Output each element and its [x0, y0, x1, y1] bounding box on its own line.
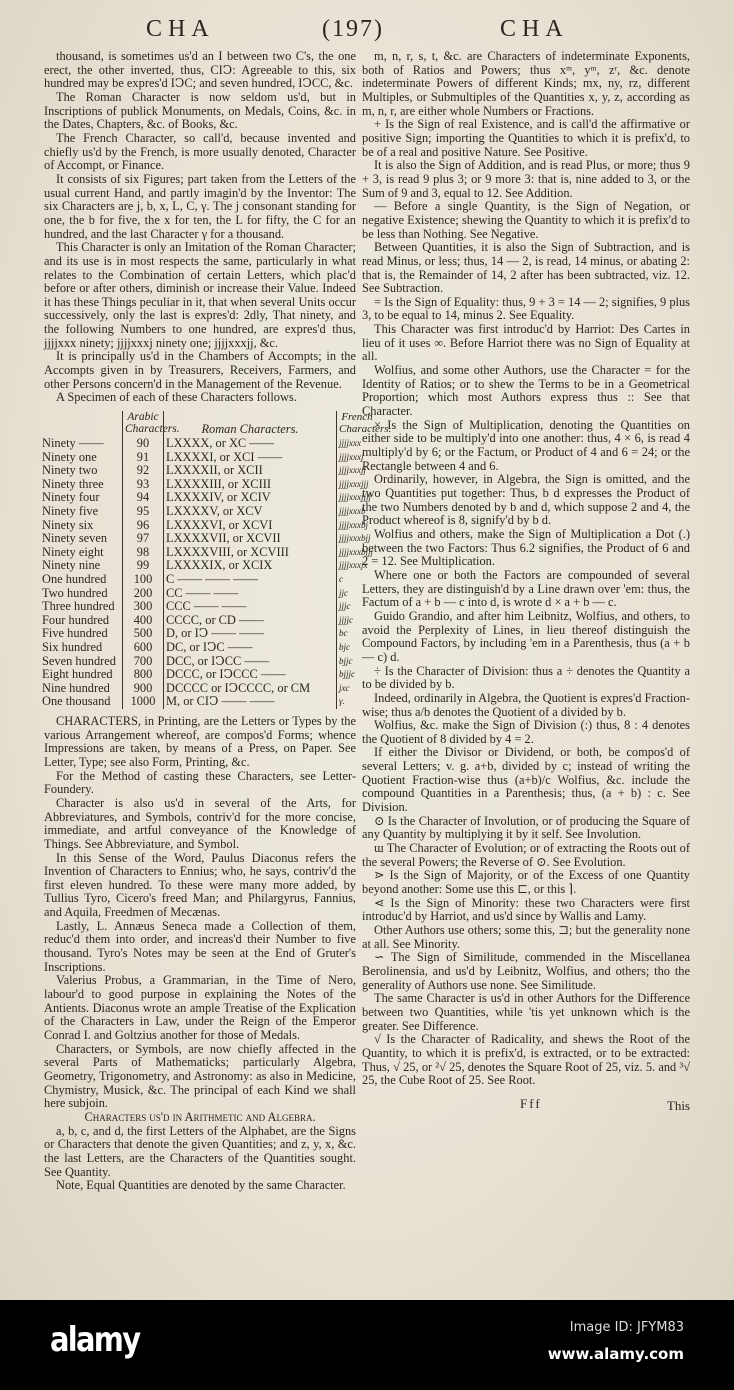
arabic-numeral: 95	[123, 505, 164, 519]
table-row	[40, 505, 377, 519]
running-head-left: CHA	[146, 16, 215, 42]
arabic-numeral: 96	[123, 519, 164, 533]
paragraph: ⋖ Is the Sign of Minority: these two Characters were first introduc'd by Harriot, and us'd since by Wallis and Lamy.	[362, 895, 690, 924]
roman-numeral: LXXXXVI, or XCVI	[164, 519, 337, 533]
paragraph: Other Authors use others; some this, ⊐; but the generality none at all. See Minority.	[362, 923, 690, 951]
table-row	[40, 519, 377, 533]
english-name: Nine hundred	[42, 681, 110, 695]
paragraph: The same Character is us'd in other Authors for the Difference between two Quantities, while 'tis yet unknown which is the greater. See Difference.	[362, 991, 690, 1033]
arabic-numeral: 300	[123, 600, 164, 614]
paragraph: = Is the Sign of Equality: thus, 9 + 3 = 14 — 2; signifies, 9 plus 3, to be equal to 14, minus 2. See Equality.	[362, 294, 690, 323]
table-row	[40, 546, 377, 560]
french-numeral: bjjjc	[337, 668, 378, 682]
table-row	[40, 559, 377, 573]
french-numeral: jjjjxxxjjj	[337, 478, 378, 492]
right-column	[362, 50, 690, 1088]
french-numeral: jjjjc	[337, 614, 378, 628]
paragraph: ∽ The Sign of Similitude, commended in the Miscellanea Berolinensia, and us'd by Leibnitz, Wolfius, and others; tho the generality of Authors use none. See Similitude.	[362, 950, 690, 992]
english-name: Ninety three	[42, 477, 104, 491]
paragraph: Wolfius, and some other Authors, use the Character = for the Identity of Ratios; or to shew the Terms to be in a Geometrical Proportion; which most Authors express thus :: See that Character.	[362, 363, 690, 419]
roman-numeral: CC —— ——	[164, 587, 337, 601]
paragraph: thousand, is sometimes us'd an I between two C's, the one erect, the other inverted, thus, CIↃ: Agreeable to this, six hundred may be expres'd IↃC; and seven hundred, IↃCC, &c.	[44, 49, 356, 91]
roman-numeral: LXXXXIII, or XCIII	[164, 478, 337, 492]
arabic-numeral: 100	[123, 573, 164, 587]
roman-numeral: LXXXXVII, or XCVII	[164, 532, 337, 546]
english-name: Two hundred	[42, 586, 108, 600]
table-row	[40, 491, 377, 505]
left-bottom-paragraphs	[44, 715, 356, 1111]
left-column-top	[44, 50, 356, 405]
arabic-numeral: 92	[123, 464, 164, 478]
paragraph: ÷ Is the Character of Division: thus a ÷ denotes the Quantity a to be divided by b.	[362, 663, 690, 692]
paragraph: This Character is only an Imitation of the Roman Character; and its use is in most respects the same, particularly in what relates to the Combination of certain Letters, which plac'd before or after others, diminish or increase their Value. Indeed it has these Things peculiar in it, that when several Units occur successively, only the last is expres'd: 2dly, That ninety, and the following Numbers to one hundred, are expres'd thus, jjjjxxx ninety; jjjjxxxj ninety one; jjjjxxxjj, &c.	[44, 240, 356, 350]
paragraph: Indeed, ordinarily in Algebra, the Quotient is expres'd Fraction-wise; thus a/b denotes the Quotient of a divided by b.	[362, 690, 690, 719]
french-numeral: jxc	[337, 682, 378, 696]
roman-numeral: DCCC, or IↃCCC ——	[164, 668, 337, 682]
running-head-right: CHA	[500, 16, 569, 42]
paragraph: It is principally us'd in the Chambers of Accompts; in the Accompts given in by Treasurers, Receivers, Farmers, and other Persons concern'd in the Management of the Revenue.	[44, 349, 356, 391]
paragraph: — Before a single Quantity, is the Sign of Negation, or negative Existence; shewing the Quantity to which it is prefix'd to be less than Nothing. See Negative.	[362, 199, 690, 241]
english-name: Three hundred	[42, 600, 115, 614]
paragraph: This Character was first introduc'd by Harriot: Des Cartes in lieu of it uses ∞. Before Harriot there was no Sign of Equality at all.	[362, 322, 690, 364]
table-row	[40, 627, 377, 641]
watermark-band	[0, 1300, 734, 1390]
table-header-french: French Characters.	[337, 411, 378, 437]
table-row	[40, 587, 377, 601]
french-numeral: bc	[337, 627, 378, 641]
french-numeral: γ.	[337, 695, 378, 709]
english-name: One hundred	[42, 573, 107, 586]
paragraph: CHARACTERS, in Printing, are the Letters or Types by the various Arrangement whereof, are compos'd Forms; whence Impressions are taken, by means of a Press, on Paper. See Letter, Type; see also Form, Printing, &c.	[44, 713, 356, 769]
arabic-numeral: 400	[123, 614, 164, 628]
section-heading: Characters us'd in Arithmetic and Algebra.	[84, 1109, 316, 1124]
table-row	[40, 695, 377, 709]
paragraph: Characters, or Symbols, are now chiefly affected in the several Parts of Mathematicks; particularly Algebra, Geometry, Trigonometry, and Astronomy: as also in Medicine, Chymistry, Musick, &c. The principal of each Kind we shall here subjoin.	[44, 1041, 356, 1111]
roman-numeral: LXXXXVIII, or XCVIII	[164, 546, 337, 560]
arabic-numeral: 98	[123, 546, 164, 560]
paragraph: The Roman Character is now seldom us'd, but in Inscriptions of publick Monuments, on Medals, Coins, &c. in the Dates, Chapters, &c. of Books, &c.	[44, 89, 356, 132]
english-name: Ninety four	[42, 491, 100, 505]
roman-numeral: LXXXXI, or XCI ——	[164, 451, 337, 465]
table-row	[40, 641, 377, 655]
arabic-numeral: 500	[123, 627, 164, 641]
left-bottom-after-paragraphs	[44, 1125, 356, 1193]
paragraph: ɯ The Character of Evolution; or of extracting the Roots out of the several Powers; the Reverse of ⊙. See Evolution.	[362, 841, 690, 869]
roman-numeral: D, or IↃ —— ——	[164, 627, 337, 641]
paragraph: ⊙ Is the Character of Involution, or of producing the Square of any Quantity by multiplying it by it self. See Involution.	[362, 813, 690, 842]
paragraph: + Is the Sign of real Existence, and is call'd the affirmative or positive Sign; importing the Quantities to which it is prefix'd, to be of a real and positive Nature. See Positive.	[362, 117, 690, 159]
english-name: Four hundred	[42, 613, 110, 627]
alamy-logo: alamy	[50, 1320, 140, 1360]
table-header-arabic: Arabic Characters.	[123, 411, 164, 437]
roman-numeral: DCC, or IↃCC ——	[164, 655, 337, 669]
french-numeral: jjjjxxxbj	[337, 519, 378, 533]
table-row	[40, 573, 377, 587]
english-name: Six hundred	[42, 640, 103, 654]
roman-numeral: LXXXXII, or XCII	[164, 464, 337, 478]
french-numeral: jjjjxxxjjjj	[337, 491, 378, 505]
table-row	[40, 682, 377, 696]
french-numeral: jjjjxxxj	[337, 451, 378, 465]
arabic-numeral: 99	[123, 559, 164, 573]
arabic-numeral: 700	[123, 655, 164, 669]
french-numeral: jjjjxxxb	[337, 505, 378, 519]
page-foot	[362, 1096, 690, 1114]
roman-numeral: M, or CIↃ —— ——	[164, 695, 337, 709]
paragraph: Where one or both the Factors are compounded of several Letters, they are distinguish'd by a Line drawn over 'em: thus, the Factum of a + b — c into d, is wrote d × a + b — c.	[362, 567, 690, 610]
paragraph: It consists of six Figures; part taken from the Letters of the usual current Hand, and partly imagin'd by the Inventor: The six Characters are j, b, x, L, C, γ. The j consonant standing for one, the b for five, the x for ten, the L for fifty, the C for an hundred, and the last Character γ for a thousand.	[44, 171, 356, 241]
image-id: Image ID: JFYM83	[569, 1320, 684, 1335]
french-numeral: jjjjxxxbjjj	[337, 546, 378, 560]
paragraph: Note, Equal Quantities are denoted by the same Character.	[56, 1178, 346, 1193]
right-column-wrap	[362, 50, 690, 1114]
table-header-english	[40, 411, 123, 437]
table-row	[40, 600, 377, 614]
roman-numeral: CCC —— ——	[164, 600, 337, 614]
french-numeral: jjjjxxxjx	[337, 559, 378, 573]
signature-mark: Fff	[520, 1095, 542, 1111]
roman-numeral: CCCC, or CD ——	[164, 614, 337, 628]
paragraph: The French Character, so call'd, because invented and chiefly us'd by the French, is more usually denoted, Character of Accompt, or Finance.	[44, 130, 356, 173]
paragraph: A Specimen of each of these Characters follows.	[56, 390, 297, 405]
english-name: Ninety five	[42, 505, 99, 519]
paragraph: Between Quantities, it is also the Sign of Subtraction, and is read Minus, or less; thus, 14 — 2, is read, 14 minus, or abating 2: that is, the Remainder of 14, 2 after has been subtracted, viz. 12. See Subtraction.	[362, 240, 690, 296]
arabic-numeral: 97	[123, 532, 164, 546]
specimen-table	[40, 411, 392, 709]
table-row	[40, 478, 377, 492]
arabic-numeral: 94	[123, 491, 164, 505]
english-name: Seven hundred	[42, 654, 116, 668]
roman-numeral: LXXXXIX, or XCIX	[164, 559, 337, 573]
paragraph: m, n, r, s, t, &c. are Characters of indeterminate Exponents, both of Ratios and Powers; thus xᵐ, yᵐ, zʳ, &c. denote indeterminate Powers of different Kinds; mx, ny, rz, different Multiples, or Submultiples of the Quantities x, y, z, according as m, n, r, are either whole Numbers or Fractions.	[362, 49, 690, 118]
french-numeral: c	[337, 573, 378, 587]
table-row	[40, 655, 377, 669]
french-numeral: jjjc	[337, 600, 378, 614]
arabic-numeral: 1000	[123, 695, 164, 709]
french-numeral: jjc	[337, 587, 378, 601]
left-column-bottom	[44, 715, 356, 1193]
english-name: One thousand	[42, 695, 111, 709]
french-numeral: bjc	[337, 641, 378, 655]
roman-numeral: DC, or IↃC ——	[164, 641, 337, 655]
paragraph: Wolfius and others, make the Sign of Multiplication a Dot (.) between the two Factors: Thus 6.2 signifies, the Product of 6 and 2 = 12. See Multiplication.	[362, 526, 690, 569]
paragraph: Character is also us'd in several of the Arts, for Abbreviatures, and Symbols, contriv'd for the more concise, immediate, and artful conveyance of the Knowledge of Things. See Abbreviature, and Symbol.	[44, 795, 356, 851]
english-name: Ninety eight	[42, 545, 104, 559]
table-row	[40, 437, 377, 451]
table-row	[40, 532, 377, 546]
paragraph: √ Is the Character of Radicality, and shews the Root of the Quantity, to which it is prefix'd, is extracted, or to be extracted: Thus, √ 25, or ²√ 25, denotes the Square Root of 25, viz. 5. and ³√ 25, the Cube Root of 25. See Root.	[362, 1032, 690, 1088]
english-name: Eight hundred	[42, 668, 113, 682]
english-name: Ninety nine	[42, 559, 101, 573]
arabic-numeral: 900	[123, 682, 164, 696]
english-name: Five hundred	[42, 627, 108, 641]
catchword: This	[666, 1097, 690, 1113]
paragraph: Ordinarily, however, in Algebra, the Sign is omitted, and the two Quantities put together: Thus, b d expresses the Product of the two Numbers denoted by b and d, which suppose 2 and 4, the Product whereof is 8, signify'd by b d.	[362, 472, 690, 528]
paragraph: ⋗ Is the Sign of Majority, or of the Excess of one Quantity beyond another: Some use this ⊏, or this ⌉.	[362, 868, 690, 897]
roman-numeral: DCCCC or IↃCCCC, or CM	[164, 682, 337, 696]
paragraph: If either the Divisor or Dividend, or both, be compos'd of several Letters; v. g. a+b, divided by c; instead of writing the Quotient Fraction-wise thus (a+b)/c Wolfius, &c. include the compound Quantities in a Parenthesis; thus, (a + b) : c. See Division.	[362, 745, 690, 815]
arabic-numeral: 800	[123, 668, 164, 682]
arabic-numeral: 200	[123, 587, 164, 601]
paragraph: Lastly, L. Annæus Seneca made a Collection of them, reduc'd them into order, and increas'd their Number to five thousand. Tyro's Notes may be seen at the End of Gruter's Inscriptions.	[44, 918, 356, 974]
english-name: Ninety two	[42, 464, 98, 478]
roman-numeral: LXXXXV, or XCV	[164, 505, 337, 519]
arabic-numeral: 600	[123, 641, 164, 655]
english-name: Ninety six	[42, 518, 94, 532]
table-row	[40, 464, 377, 478]
english-name: Ninety one	[42, 450, 97, 464]
roman-numeral: LXXXX, or XC ——	[164, 437, 337, 451]
paragraph: × Is the Sign of Multiplication, denoting the Quantities on either side to be multiply'd into one another: thus, 4 × 6, is read 4 multiply'd by 6; or the Factum, or Product of 4 and 6 = 24; or the Rectangle between 4 and 6.	[362, 417, 690, 473]
paragraph: Wolfius, &c. make the Sign of Division (:) thus, 8 : 4 denotes the Quotient of 8 divided by 4 = 2.	[362, 718, 690, 746]
roman-numeral: C —— —— ——	[164, 573, 337, 587]
watermark-url: www.alamy.com	[547, 1345, 684, 1363]
table-row	[40, 614, 377, 628]
table-header-roman: Roman Characters.	[164, 411, 337, 437]
paragraph: a, b, c, and d, the first Letters of the Alphabet, are the Signs or Characters that denote the given Quantities; and z, y, x, &c. the last Letters, are the Characters of the Quantities sought. See Quantity.	[44, 1123, 356, 1179]
french-numeral: jjjjxxxbjj	[337, 532, 378, 546]
page-number: (197)	[322, 16, 384, 42]
arabic-numeral: 90	[123, 437, 164, 451]
paragraph: For the Method of casting these Characters, see Letter-Foundery.	[44, 768, 356, 797]
roman-numeral: LXXXXIV, or XCIV	[164, 491, 337, 505]
french-numeral: jjjjxxxjj	[337, 464, 378, 478]
paragraph: In this Sense of the Word, Paulus Diaconus refers the Invention of Characters to Ennius; who, he says, contriv'd the first eleven hundred. To these were many more added, by Tullius Tyro, Cicero's freed Man; and Philargyrus, Fannius, and Aquila, Freedmen of Mecænas.	[44, 850, 356, 920]
english-name: Ninety seven	[42, 532, 108, 546]
left-column	[40, 49, 392, 1193]
arabic-numeral: 91	[123, 451, 164, 465]
paragraph: Valerius Probus, a Grammarian, in the Time of Nero, labour'd to good purpose in explaining the Notes of the Antients. Diaconus wrote an ample Treatise of the Explication of the Characters in Law, under the Reign of the Emperor Conrad I. and Goltzius another for those of Medals.	[44, 973, 356, 1043]
paragraph: Guido Grandio, and after him Leibnitz, Wolfius, and others, to avoid the Perplexity of Lines, in lieu thereof distinguish the Compound Factors, by including 'em in a Parenthesis, thus (a + b — c) d.	[362, 608, 690, 664]
table-row	[40, 668, 377, 682]
table-row	[40, 451, 377, 465]
paragraph: It is also the Sign of Addition, and is read Plus, or more; thus 9 + 3, is read 9 plus 3; or 9 more 3: that is, nine added to 3, or the Sum of 9 and 3, equal to 12. See Addition.	[362, 158, 690, 200]
arabic-numeral: 93	[123, 478, 164, 492]
french-numeral: jjjjxxx	[337, 437, 378, 451]
french-numeral: bjjc	[337, 655, 378, 669]
english-name: Ninety ——	[42, 437, 104, 451]
